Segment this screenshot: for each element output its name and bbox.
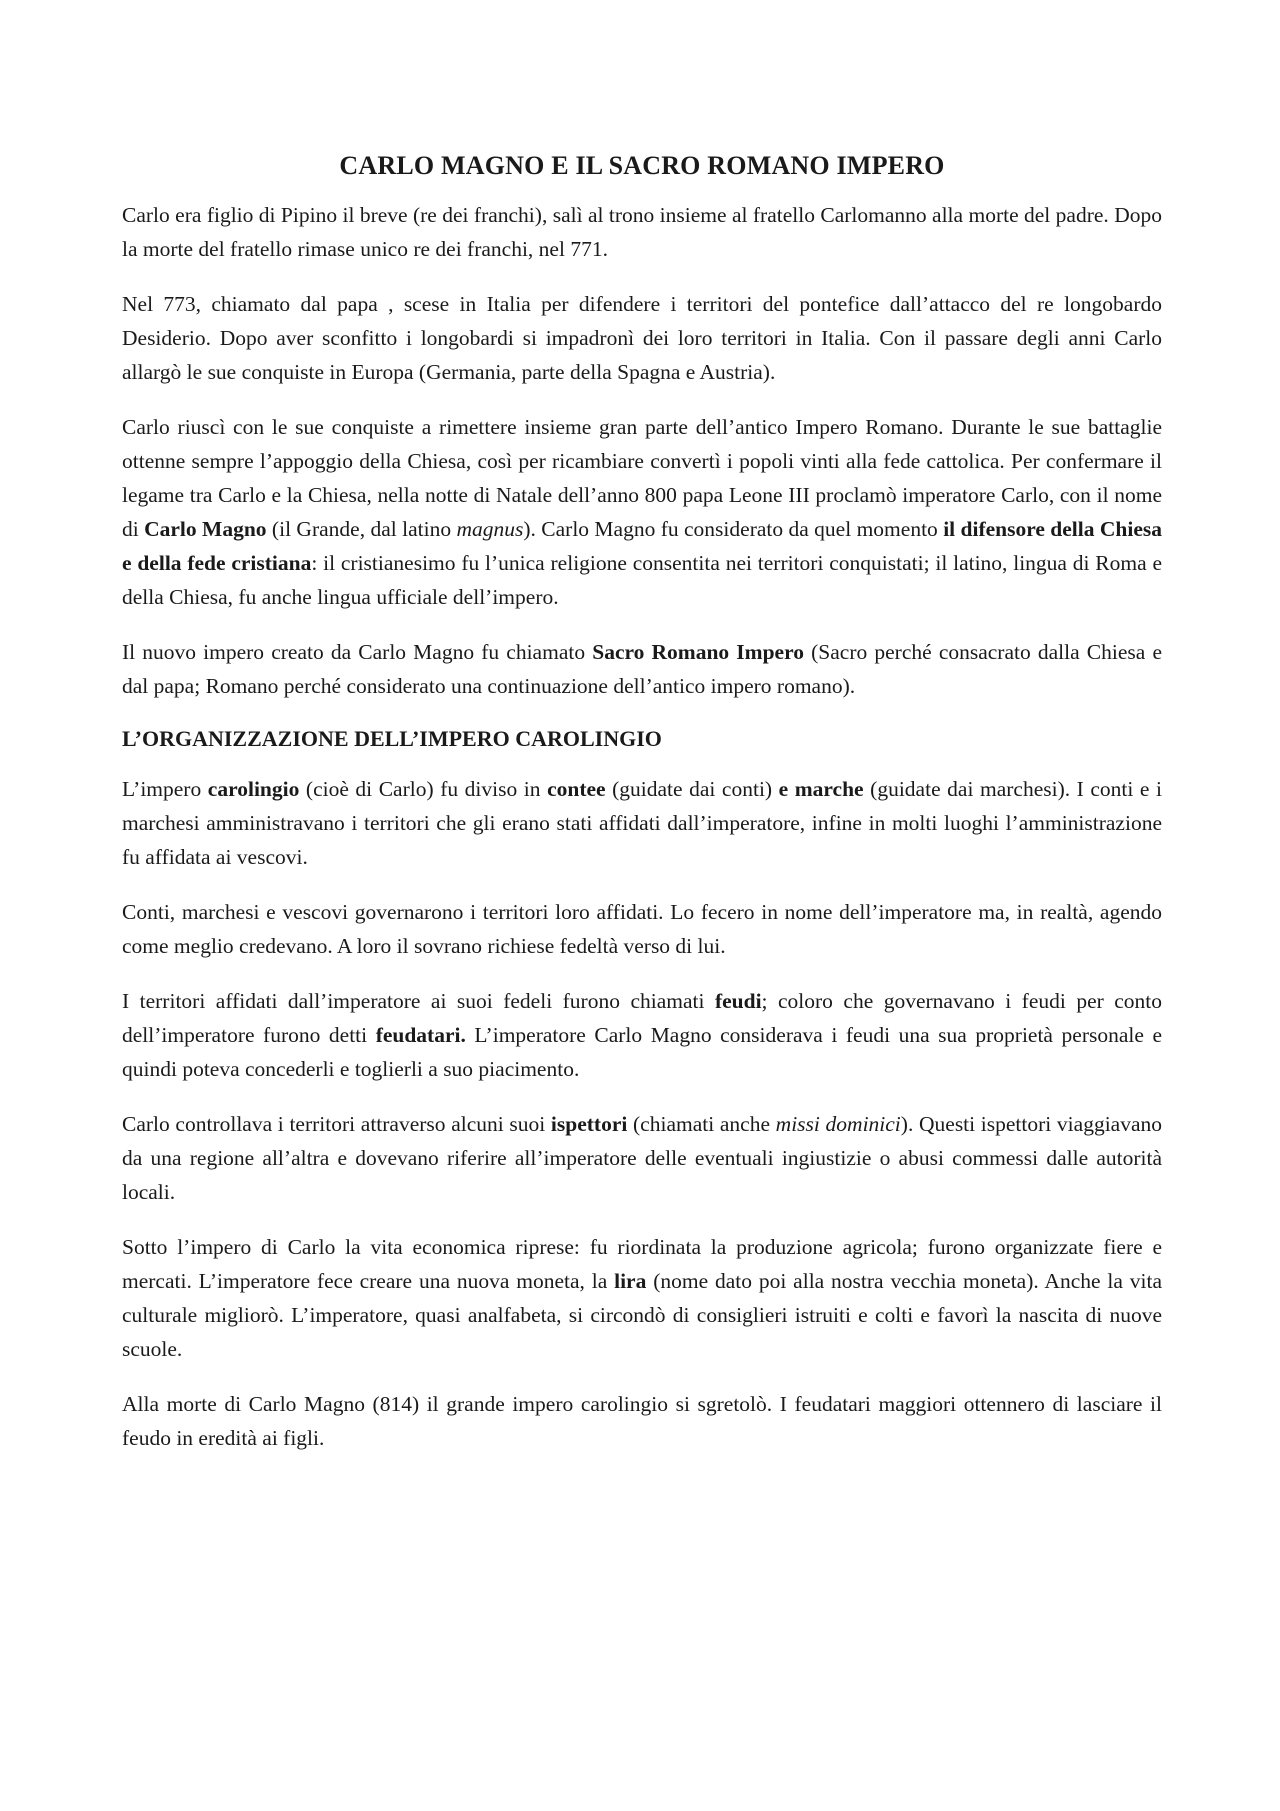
paragraph-8-text-3: ). Questi ispettori viaggiavano da una regione all’altra e dovevano riferire all’imperatore delle eventuali ingiustizie o abusi commessi dalle autorità locali. <box>122 1112 1163 1204</box>
paragraph-3-text-2: (il Grande, dal latino <box>266 517 457 541</box>
term-difensore-chiesa: il difensore della Chiesa e della fede cristiana <box>122 517 1163 575</box>
paragraph-5-text-1: L’impero <box>122 777 208 801</box>
paragraph-9-text-1: Sotto l’impero di Carlo la vita economica riprese: fu riordinata la produzione agricola; furono organizzate fiere e mercati. L’imperatore fece creare una nuova moneta, la <box>122 1235 1162 1293</box>
paragraph-6: Conti, marchesi e vescovi governarono i territori loro affidati. Lo fecero in nome dell’imperatore ma, in realtà, agendo come meglio credevano. A loro il sovrano richiese fedeltà verso di lui. <box>122 900 1162 958</box>
term-feudi: feudi <box>714 989 762 1013</box>
paragraph-5-text-3: (guidate dai conti) <box>605 777 779 801</box>
paragraph-2: Nel 773, chiamato dal papa , scese in Italia per difendere i territori del pontefice dall’attacco del re longobardo Desiderio. Dopo aver sconfitto i longobardi si impadronì dei loro territori in Italia. Con il passare degli anni Carlo allargò le sue conquiste in Europa (Germania, parte della Spagna e Austria). <box>122 292 1162 384</box>
term-feudatari: feudatari. <box>375 1023 466 1047</box>
paragraph-5-text-4: (guidate dai marchesi). I conti e i marchesi amministravano i territori che gli erano stati affidati dall’imperatore, infine in molti luoghi l’amministrazione fu affidata ai vescovi. <box>122 777 1163 869</box>
term-marche: e marche <box>778 777 864 801</box>
paragraph-3-text-1: Carlo riuscì con le sue conquiste a rimettere insieme gran parte dell’antico Impero Romano. Durante le sue battaglie ottenne sempre l’appoggio della Chiesa, così per ricambiare convertì i popoli vinti alla fede cattolica. Per confermare il legame tra Carlo e la Chiesa, nella notte di Natale dell’anno 800 papa Leone III proclamò imperatore Carlo, con il nome di <box>122 415 1162 541</box>
term-sacro-romano-impero: Sacro Romano Impero <box>592 640 804 664</box>
paragraph-9 <box>122 1230 1162 1366</box>
paragraph-5-text-2: (cioè di Carlo) fu diviso in <box>299 777 548 801</box>
paragraph-4 <box>122 635 1162 703</box>
paragraph-1: Carlo era figlio di Pipino il breve (re dei franchi), salì al trono insieme al fratello Carlomanno alla morte del padre. Dopo la morte del fratello rimase unico re dei franchi, nel 771. <box>122 203 1162 261</box>
paragraph-3-text-3: ). Carlo Magno fu considerato da quel momento <box>523 517 944 541</box>
term-contee: contee <box>547 777 606 801</box>
term-carlo-magno: Carlo Magno <box>144 517 267 541</box>
term-ispettori: ispettori <box>550 1112 628 1136</box>
paragraph-8 <box>122 1107 1162 1209</box>
section-heading: L’ORGANIZZAZIONE DELL’IMPERO CAROLINGIO <box>122 726 662 751</box>
term-missi-dominici: missi dominici <box>775 1112 901 1136</box>
paragraph-7 <box>122 984 1162 1086</box>
paragraph-9-text-2: (nome dato poi alla nostra vecchia moneta). Anche la vita culturale migliorò. L’imperatore, quasi analfabeta, si circondò di consiglieri istruiti e colti e favorì la nascita di nuove scuole. <box>122 1269 1162 1361</box>
paragraph-7-text-3: L’imperatore Carlo Magno considerava i feudi una sua proprietà personale e quindi poteva concederli e toglierli a suo piacimento. <box>122 1023 1162 1081</box>
paragraph-10: Alla morte di Carlo Magno (814) il grande impero carolingio si sgretolò. I feudatari maggiori ottennero di lasciare il feudo in eredità ai figli. <box>122 1392 1162 1450</box>
paragraph-7-text-1: I territori affidati dall’imperatore ai suoi fedeli furono chiamati <box>122 989 715 1013</box>
document-page <box>122 150 1162 1476</box>
paragraph-4-text-2: (Sacro perché consacrato dalla Chiesa e dal papa; Romano perché considerato una continuazione dell’antico impero romano). <box>122 640 1162 698</box>
paragraph-4-text-1: Il nuovo impero creato da Carlo Magno fu chiamato <box>122 640 593 664</box>
paragraph-5 <box>122 772 1162 874</box>
term-carolingio: carolingio <box>207 777 300 801</box>
paragraph-8-text-2: (chiamati anche <box>627 1112 776 1136</box>
paragraph-7-text-2: ; coloro che governavano i feudi per conto dell’imperatore furono detti <box>122 989 1163 1047</box>
paragraph-3 <box>122 410 1162 614</box>
paragraph-3-text-4: : il cristianesimo fu l’unica religione consentita nei territori conquistati; il latino, lingua di Roma e della Chiesa, fu anche lingua ufficiale dell’impero. <box>122 551 1162 609</box>
paragraph-8-text-1: Carlo controllava i territori attraverso alcuni suoi <box>122 1112 551 1136</box>
page-title: CARLO MAGNO E IL SACRO ROMANO IMPERO <box>339 151 945 180</box>
term-magnus: magnus <box>456 517 524 541</box>
term-lira: lira <box>614 1269 647 1293</box>
